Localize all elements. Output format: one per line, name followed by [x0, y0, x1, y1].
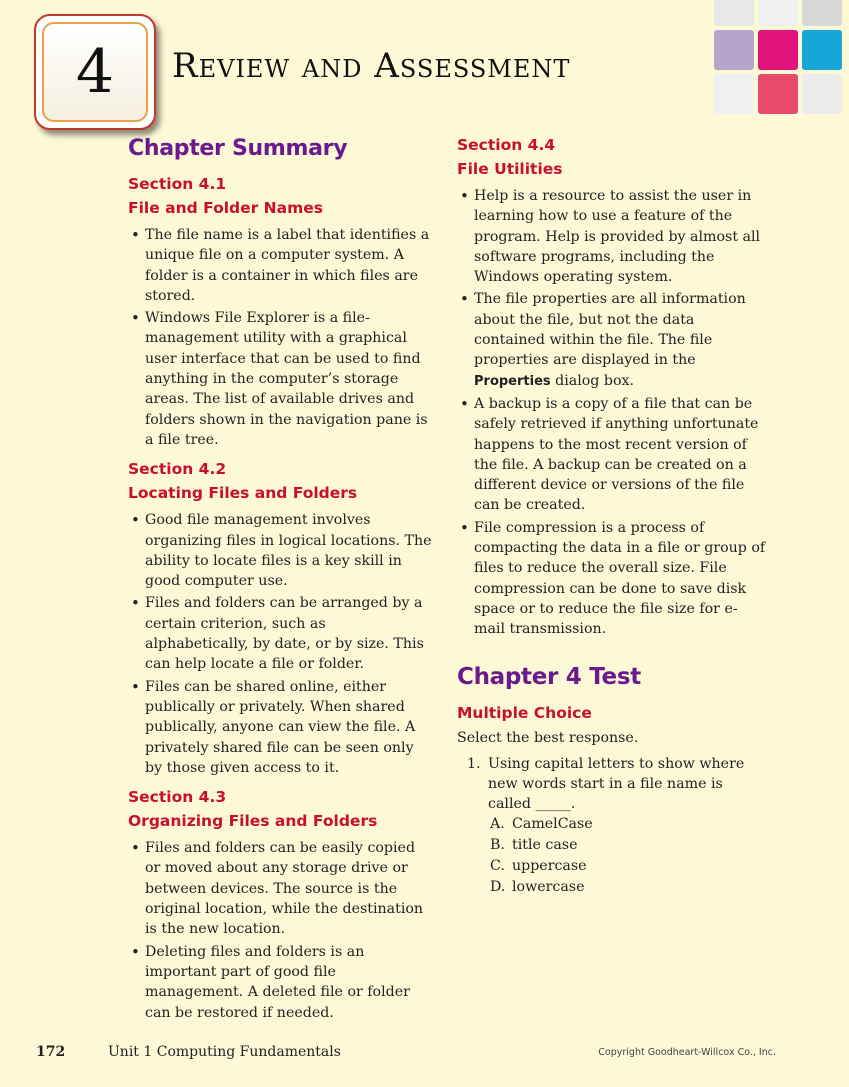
summary-bullet: • Help is a resource to assist the user in learning how to use a feature of the program. Help is provided by almost all software programs, including the Windows operating system.	[457, 186, 767, 287]
summary-bullet-list	[128, 510, 433, 778]
section-heading: File Utilities	[457, 160, 563, 178]
answer-option-a[interactable]: A. CamelCase	[490, 816, 593, 833]
summary-bullet: • Files and folders can be arranged by a certain criterion, such as alphabetically, by date, or by size. This can help locate a file or folder.	[128, 593, 433, 674]
page-title: Review and Assessment	[172, 46, 571, 86]
section-heading: Locating Files and Folders	[128, 484, 358, 503]
chapter-number-badge	[34, 14, 156, 130]
summary-bullet-list	[128, 838, 433, 1023]
summary-bullet: • Files and folders can be easily copied or moved about any storage drive or between devices. The source is the original location, while the destination is the new location.	[128, 838, 433, 939]
chapter-summary-title: Chapter Summary	[128, 136, 348, 161]
section-heading: File and Folder Names	[128, 199, 323, 217]
answer-options	[490, 814, 767, 898]
chapter-test-title: Chapter 4 Test	[457, 663, 641, 690]
answer-option-b[interactable]: B. title case	[490, 837, 578, 854]
copyright-notice: Copyright Goodheart-Willcox Co., Inc.	[598, 1047, 776, 1058]
unit-label: Unit 1 Computing Fundamentals	[108, 1044, 341, 1060]
question-1	[457, 754, 767, 815]
page-footer	[36, 1044, 776, 1064]
question-number: 1.	[467, 755, 481, 772]
page-number: 172	[36, 1044, 66, 1060]
summary-bullet: • A backup is a copy of a file that can be safely retrieved if anything unfortunate happens to the most recent version of the file. A backup can be created on a different device or versions of the file can be created.	[457, 394, 767, 516]
summary-bullet: • Deleting files and folders is an important part of good file management. A deleted file or folder can be restored if needed.	[128, 942, 433, 1023]
multiple-choice-heading: Multiple Choice	[457, 703, 592, 722]
answer-option-c[interactable]: C. uppercase	[490, 858, 587, 875]
decorative-tile-graphic	[706, 0, 849, 122]
summary-bullet: • Good file management involves organizing files in logical locations. The ability to locate files is a key skill in good computer use.	[128, 510, 433, 591]
chapter-header	[0, 0, 849, 130]
section-number: Section 4.1	[128, 175, 227, 193]
summary-bullet: • The file name is a label that identifies a unique file on a computer system. A folder is a container in which files are stored.	[128, 225, 433, 306]
summary-bullet-properties: • The file properties are all information about the file, but not the data contained within the file. The file properties are displayed in the Properties dialog box.	[457, 289, 767, 391]
chapter-number: 4	[75, 37, 115, 107]
right-column	[457, 136, 767, 898]
section-number: Section 4.3	[128, 788, 227, 807]
section-number: Section 4.2	[128, 460, 227, 479]
answer-option-d[interactable]: D. lowercase	[490, 879, 585, 896]
question-text: Using capital letters to show where new words start in a file name is called _____.	[488, 755, 745, 813]
left-column	[128, 136, 433, 1033]
summary-bullet: • Files can be shared online, either publically or privately. When shared publically, anyone can view the file. A privately shared file can be seen only by those given access to it.	[128, 677, 433, 778]
test-instructions: Select the best response.	[457, 729, 639, 746]
summary-bullet: • Windows File Explorer is a file-management utility with a graphical user interface that can be used to find anything in the computer’s storage areas. The list of available drives and folders shown in the navigation pane is a file tree.	[128, 308, 433, 450]
summary-bullet-list	[457, 186, 767, 640]
section-heading: Organizing Files and Folders	[128, 812, 378, 831]
summary-bullet-list	[128, 225, 433, 450]
section-number: Section 4.4	[457, 136, 556, 154]
properties-dialog-term: Properties	[474, 373, 551, 389]
summary-bullet: • File compression is a process of compacting the data in a file or group of files to reduce the overall size. File compression can be done to save disk space or to reduce the file size for e-mail transmission.	[457, 518, 767, 640]
